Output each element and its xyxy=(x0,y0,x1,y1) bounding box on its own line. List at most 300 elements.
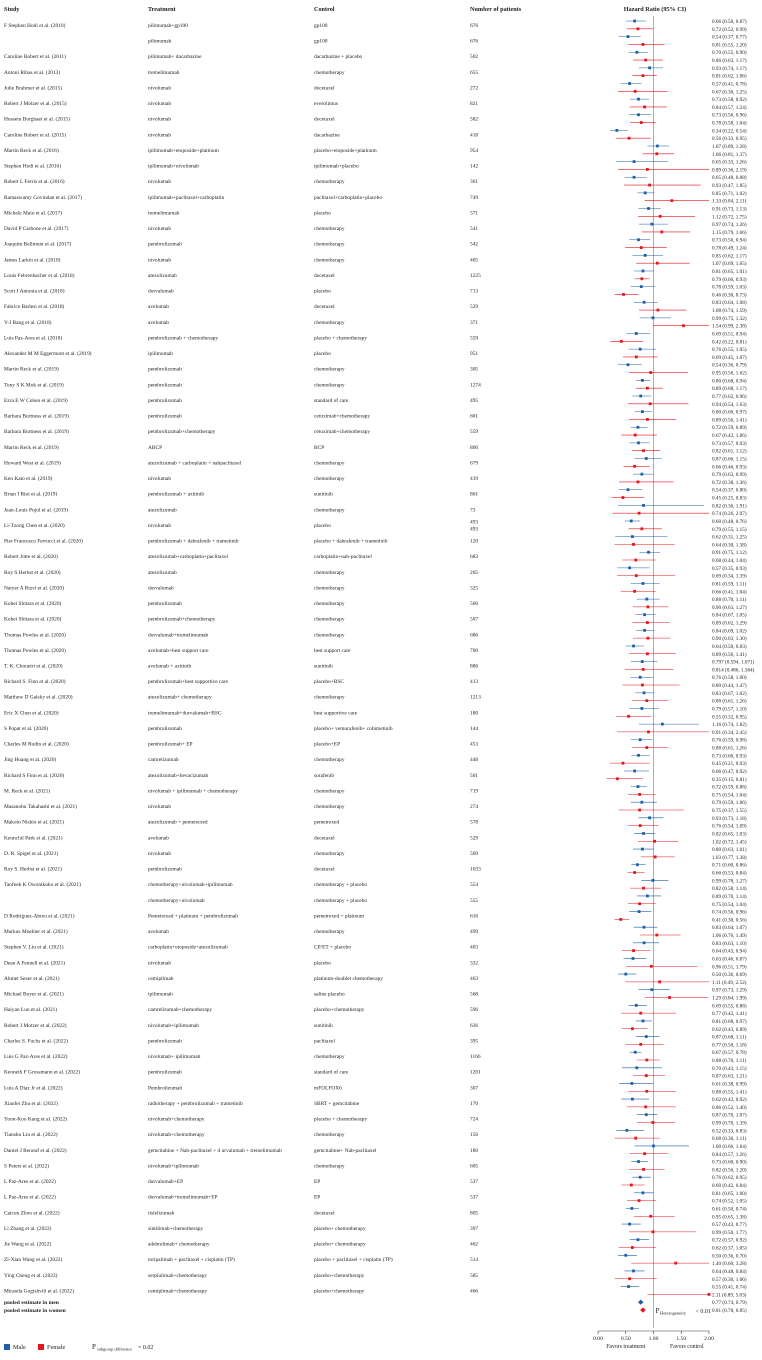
x-tick-label: 1.50 xyxy=(676,1336,687,1342)
control-label: placebo+chemotherapy xyxy=(314,1007,365,1014)
estimate-marker xyxy=(642,43,645,46)
treatment-label: nivolumab+ipilimumab xyxy=(148,1163,199,1170)
patients-label: 1033 xyxy=(470,866,481,873)
control-label: chemotherapy xyxy=(314,507,345,514)
patients-label: 272 xyxy=(470,85,479,92)
estimate-marker xyxy=(647,606,650,609)
study-label: Jing Huang et al. (2020) xyxy=(4,757,57,764)
study-label: Tianshu Liu et al. (2022) xyxy=(4,1132,58,1139)
estimate-marker xyxy=(638,793,641,796)
control-label: placebo xyxy=(314,288,331,295)
treatment-label: nivolumab+ ipilimumab xyxy=(148,1054,201,1061)
estimate-marker xyxy=(633,160,636,163)
x-tick-label: 1.00 xyxy=(648,1336,659,1342)
study-label: Xiaofei Zhu et al. (2022) xyxy=(4,1100,58,1107)
estimate-marker xyxy=(639,1012,642,1015)
hr-value: 0.79 (0.55, 1.15) xyxy=(712,526,747,533)
hr-value: 0.95 (0.65, 1.38) xyxy=(712,1214,747,1221)
treatment-label: atezolizumab+bevacizumab xyxy=(148,772,209,779)
patients-label: 305 xyxy=(470,366,479,373)
control-label: placebo + dabrafenib + trametinib xyxy=(314,538,388,545)
estimate-marker xyxy=(634,1051,637,1054)
estimate-marker xyxy=(643,1152,646,1155)
hr-value: 0.87 (0.70, 1.07) xyxy=(712,1112,747,1119)
treatment-label: Pemetrexed + platinum + pembrolizumab xyxy=(148,913,238,920)
estimate-marker xyxy=(646,418,649,421)
estimate-marker xyxy=(637,481,640,484)
study-label: Ken Kato et al. (2019) xyxy=(4,476,53,483)
patients-label: 719 xyxy=(470,788,479,795)
hr-value: 0.73 (0.56, 0.96) xyxy=(712,112,747,119)
estimate-marker xyxy=(649,402,652,405)
patients-label: 453 xyxy=(470,741,479,748)
header-hazard-ratio: Hazard Ratio (95% CI) xyxy=(623,6,687,13)
patients-label: 951 xyxy=(470,351,479,358)
treatment-label: atezolizumab xyxy=(148,272,177,279)
patients-label: 800 xyxy=(470,444,479,451)
treatment-label: ipilimumab+paclitaxel+carboplatin xyxy=(148,194,225,201)
hr-value: 0.62 (0.42, 0.92) xyxy=(712,1097,747,1104)
estimate-marker xyxy=(639,395,642,398)
hr-value: 0.79 (0.59, 1.06) xyxy=(712,800,747,807)
study-label: Charles M Rudin et al. (2020) xyxy=(4,741,69,748)
study-label: Robert J Motzer et al. (2022) xyxy=(4,1022,67,1029)
estimate-marker xyxy=(620,340,623,343)
estimate-marker xyxy=(635,332,638,335)
study-label: M. Reck et al. (2021) xyxy=(4,788,51,795)
estimate-marker xyxy=(646,168,649,171)
control-label: chemotherapy xyxy=(314,366,345,373)
patients-label: 886 xyxy=(470,663,479,670)
patients-label: 180 xyxy=(470,710,479,717)
hr-value: 0.57 (0.35, 0.93) xyxy=(712,565,747,572)
estimate-marker xyxy=(632,543,635,546)
study-label: S Popat et al. (2020) xyxy=(4,725,49,732)
pooled-label: pooled estimate in men xyxy=(4,1300,59,1307)
hr-value: 0.63 (0.46, 0.87) xyxy=(712,956,747,963)
estimate-marker xyxy=(630,1184,633,1187)
treatment-label: nivolumab xyxy=(148,85,172,92)
estimate-marker xyxy=(652,1230,655,1233)
treatment-label: nivolumab + ipilimumab + chemotherapy xyxy=(148,788,238,795)
estimate-marker xyxy=(628,82,631,85)
patients-label: 542 xyxy=(470,241,479,248)
patients-label: 466 xyxy=(470,1288,479,1295)
treatment-label: cemiplimab+chemotherapy xyxy=(148,1288,208,1295)
treatment-label: pembrolizumab xyxy=(148,1038,182,1045)
treatment-label: gemcitabine + Nab-paclitaxel + d urvalumab + tremelimumab xyxy=(148,1147,282,1154)
patients-label: 686 xyxy=(470,632,479,639)
estimate-marker xyxy=(655,934,658,937)
estimate-marker xyxy=(645,1113,648,1116)
hr-value: 0.66 (0.53, 0.84) xyxy=(712,870,747,877)
study-label: Kohei Shitara et al. (2020) xyxy=(4,616,62,623)
header-treatment: Treatment xyxy=(148,6,176,13)
hr-value: 0.67 (0.36, 1.25) xyxy=(712,89,747,96)
patients-label: 403 xyxy=(470,944,479,951)
estimate-marker xyxy=(642,270,645,273)
treatment-label: pembrolizumab xyxy=(148,241,182,248)
estimate-marker xyxy=(640,473,643,476)
treatment-label: nivolumab xyxy=(148,804,172,811)
hr-value: 0.80 (0.44, 1.47) xyxy=(712,683,747,690)
estimate-marker xyxy=(645,1059,648,1062)
study-label: Luis G Paz-Ares et al. (2022) xyxy=(4,1054,68,1061)
hr-value: 0.77 (0.62, 0.96) xyxy=(712,393,747,400)
hr-value: 0.91 (0.75, 1.12) xyxy=(712,550,747,557)
hr-value: 0.797 (0.594, 1.071) xyxy=(712,659,755,666)
study-label: Haiyan Luo et al. (2021) xyxy=(4,1007,58,1014)
hr-value: 0.82 (0.36, 1.91) xyxy=(712,503,747,510)
estimate-marker xyxy=(656,262,659,265)
estimate-marker xyxy=(652,879,655,882)
treatment-label: toripalimab + paclitaxel + cisplatin (TP) xyxy=(148,1257,235,1264)
treatment-label: pembrolizumab xyxy=(148,1069,182,1076)
estimate-marker xyxy=(658,980,661,983)
study-label: Richard S. Finn et al. (2020) xyxy=(4,679,66,686)
estimate-marker xyxy=(628,137,631,140)
treatment-label: atezolizumab+carboplatin+paclitaxel xyxy=(148,554,229,561)
estimate-marker xyxy=(630,1082,633,1085)
treatment-label: camrelizumab+chemotherapy xyxy=(148,1007,213,1014)
patients-label: 636 xyxy=(470,1022,479,1029)
estimate-marker xyxy=(642,887,645,890)
hr-value: 0.50 (0.36, 0.70) xyxy=(712,1253,747,1260)
treatment-label: adebrelimab+ chemotherapy xyxy=(148,1241,210,1248)
estimate-marker xyxy=(641,410,644,413)
patients-label: 596 xyxy=(470,1007,479,1014)
estimate-marker xyxy=(645,1090,648,1093)
estimate-marker xyxy=(634,559,637,562)
estimate-marker xyxy=(637,441,640,444)
treatment-label: pembrolizumab xyxy=(148,601,182,608)
control-label: docetaxel xyxy=(314,272,335,279)
hr-value: 0.57 (0.43, 0.77) xyxy=(712,1222,747,1229)
estimate-marker xyxy=(654,855,657,858)
estimate-marker xyxy=(633,770,636,773)
patients-label: 514 xyxy=(470,1257,479,1264)
control-label: chemotherapy xyxy=(314,632,345,639)
hr-value: 1.02 (0.72, 1.45) xyxy=(712,839,747,846)
hr-value: 0.72 (0.59, 0.88) xyxy=(712,784,747,791)
hr-value: 1.06 (0.81, 1.37) xyxy=(712,151,747,158)
control-label: pemetrexed + platinum xyxy=(314,913,365,920)
study-label: Kenneth F Grossmann et al. (2022) xyxy=(4,1069,81,1076)
treatment-label: pembrolizumab xyxy=(148,397,182,404)
study-label: Miranda Gogishvili et al. (2022) xyxy=(4,1288,74,1295)
study-label: Luis A Diaz Jr et al. (2022) xyxy=(4,1085,63,1092)
study-label: Julie Brahmer et al. (2015) xyxy=(4,85,62,92)
control-label: docetaxel xyxy=(314,1210,335,1217)
patients-label: 142 xyxy=(470,163,479,170)
patients-label: 582 xyxy=(470,116,479,123)
pooled-diamond xyxy=(640,1307,646,1312)
hr-value: 0.82 (0.65, 1.03) xyxy=(712,831,747,838)
control-label: everolimus xyxy=(314,101,338,108)
hr-value: 0.89 (0.56, 1.41) xyxy=(712,651,747,658)
control-label: standard of care xyxy=(314,1069,349,1076)
study-label: Louis Fehrenbacher et al. (2018) xyxy=(4,272,75,279)
estimate-marker xyxy=(634,434,637,437)
hr-value: 0.72 (0.38, 1.36) xyxy=(712,479,747,486)
patients-label: 462 xyxy=(470,1241,479,1248)
estimate-marker xyxy=(640,801,643,804)
control-label: placebo+ vemurafenib+ cobimetinib xyxy=(314,725,393,732)
hr-value: 0.77 (0.50, 1.18) xyxy=(712,1042,747,1049)
hr-value: 0.91 (0.73, 1.13) xyxy=(712,206,747,213)
x-tick-label: 0.50 xyxy=(620,1336,631,1342)
treatment-label: pembrolizumab+best supportive care xyxy=(148,679,228,686)
hr-value: 0.81 (0.78, 0.85) xyxy=(712,1308,747,1314)
hr-value: 0.68 (0.30, 1.11) xyxy=(712,1136,747,1143)
control-label: chemotherapy xyxy=(314,569,345,576)
estimate-marker xyxy=(674,1262,677,1265)
estimate-marker xyxy=(641,848,644,851)
control-label: chemotherapy xyxy=(314,476,345,483)
hr-value: 0.46 (0.30, 0.73) xyxy=(712,292,747,299)
control-label: paclitaxel+carboplatin+placebo xyxy=(314,194,383,201)
estimate-marker xyxy=(638,902,641,905)
estimate-marker xyxy=(637,426,640,429)
estimate-marker xyxy=(645,746,648,749)
estimate-marker xyxy=(641,660,644,663)
study-label: Eric X Chen et al. (2020) xyxy=(4,710,59,717)
patients-label: 655 xyxy=(470,69,479,76)
patients-label: 502 xyxy=(470,54,479,61)
hr-value: 0.62 (0.31, 1.25) xyxy=(712,534,747,541)
study-label: Caroline Robert et al. (2011) xyxy=(4,54,66,61)
control-label: chemotherapy xyxy=(314,460,345,467)
study-label: Barbara Burtness et al. (2019) xyxy=(4,413,69,420)
hr-value: 1.29 (0.84, 1.99) xyxy=(712,995,747,1002)
patients-label: 307 xyxy=(470,1085,479,1092)
hr-value: 0.62 (0.43, 0.89) xyxy=(712,1026,747,1033)
study-label: Li-Tzong Chen et al. (2020) xyxy=(4,522,65,529)
hr-value: 0.75 (0.54, 1.04) xyxy=(712,792,747,799)
estimate-marker xyxy=(647,731,650,734)
estimate-marker xyxy=(642,504,645,507)
treatment-label: cemiplimab xyxy=(148,975,174,982)
patients-label: 325 xyxy=(470,585,479,592)
study-label: Thomas Powles et al. (2020) xyxy=(4,632,66,639)
study-label: Dean A Fennell et al. (2021) xyxy=(4,960,66,967)
estimate-marker xyxy=(659,215,662,218)
estimate-marker xyxy=(624,1254,627,1257)
control-label: placebo+EP xyxy=(314,741,341,748)
estimate-marker xyxy=(637,785,640,788)
estimate-marker xyxy=(637,27,640,30)
control-label: chemotherapy xyxy=(314,694,345,701)
hr-value: 0.66 (0.46, 0.93) xyxy=(712,464,747,471)
estimate-marker xyxy=(708,1293,711,1296)
estimate-marker xyxy=(645,1074,648,1077)
hr-value: 0.80 (0.66, 0.97) xyxy=(712,409,747,416)
estimate-marker xyxy=(635,1066,638,1069)
estimate-marker xyxy=(633,20,636,23)
estimate-marker xyxy=(660,231,663,234)
patients-label: 501 xyxy=(470,772,479,779)
patients-label: 332 xyxy=(470,960,479,967)
estimate-marker xyxy=(643,106,646,109)
study-label: Caicun Zhou et al. (2022) xyxy=(4,1210,60,1217)
study-label: Yoon-Koo Kang et al. (2022) xyxy=(4,1116,68,1123)
patients-label: 274 xyxy=(470,804,479,811)
hr-value: 0.65 (0.48, 0.88) xyxy=(712,175,747,182)
estimate-marker xyxy=(642,449,645,452)
control-label: placebo+ chemotherapy xyxy=(314,1241,366,1248)
estimate-marker xyxy=(640,121,643,124)
patients-label: 371 xyxy=(470,319,479,326)
hr-value: 0.99 (0.75, 1.32) xyxy=(712,315,747,322)
hr-value: 0.81 (0.68, 0.97) xyxy=(712,1018,747,1025)
estimate-marker xyxy=(635,574,638,577)
study-label: D Rodriguez-Abreu et al. (2021) xyxy=(4,913,75,920)
study-label: Martin Reck et al. (2016) xyxy=(4,147,59,154)
hr-value: 0.45 (0.25, 0.83) xyxy=(712,495,747,502)
estimate-marker xyxy=(643,926,646,929)
hr-value: 0.76 (0.54, 1.09) xyxy=(712,823,747,830)
estimate-marker xyxy=(639,676,642,679)
hr-value: 0.87 (0.63, 1.21) xyxy=(712,1073,747,1080)
study-label: L Paz-Ares et al. (2022) xyxy=(4,1179,56,1186)
hr-value: 0.64 (0.50, 0.83) xyxy=(712,643,747,650)
treatment-label: pembrolizumab+chemotherapy xyxy=(148,429,216,436)
estimate-marker xyxy=(661,723,664,726)
treatment-label: nivolumab xyxy=(148,132,172,139)
treatment-label: radiotherapy + pembrolizumab + trametinib xyxy=(148,1100,243,1107)
hr-value: 0.88 (0.70, 1.11) xyxy=(712,597,747,604)
treatment-label: pembrolizumab+chemotherapy xyxy=(148,616,216,623)
hr-value: 0.79 (0.57, 1.10) xyxy=(712,706,747,713)
treatment-label: atezolizumab + pemetrexed xyxy=(148,819,208,826)
pooled-label: pooled estimate in women xyxy=(4,1308,66,1314)
estimate-marker xyxy=(627,1285,630,1288)
patients-label: 601 xyxy=(470,413,479,420)
treatment-label: ABCP xyxy=(148,444,163,451)
treatment-label: ipilimumab xyxy=(148,351,173,358)
hr-value: 0.79 (0.66, 0.93) xyxy=(712,276,747,283)
control-label: BCP xyxy=(314,444,325,451)
study-label: Luis Paz-Ares et al. (2018) xyxy=(4,335,63,342)
control-label: chemotherapy xyxy=(314,757,345,764)
treatment-label: Pembrolizumab xyxy=(148,1085,183,1092)
patients-label: 676 xyxy=(470,38,479,45)
study-label: Makoto Nishio et al. (2021) xyxy=(4,819,65,826)
hr-value: 0.35 (0.15, 0.81) xyxy=(712,776,747,783)
control-label: chemotherapy xyxy=(314,1163,345,1170)
patients-label: 448 xyxy=(470,757,479,764)
patients-label: 537 xyxy=(470,1179,479,1186)
hr-value: 0.84 (0.69, 1.02) xyxy=(712,628,747,635)
patients-label: 559 xyxy=(470,429,479,436)
hr-value: 0.83 (0.63, 1.10) xyxy=(712,940,747,947)
estimate-marker xyxy=(627,488,630,491)
control-label: carboplatin+nab-paclitaxel xyxy=(314,554,372,561)
hr-value: 0.73 (0.57, 0.93) xyxy=(712,440,747,447)
control-label: chemotherapy xyxy=(314,1132,345,1139)
estimate-marker xyxy=(622,496,625,499)
treatment-label: tremelimumab+durvalumab+BSC xyxy=(148,710,222,717)
estimate-marker xyxy=(634,1137,637,1140)
patients-label: 1213 xyxy=(470,694,481,701)
hr-value: 0.85 (0.62, 1.17) xyxy=(712,253,747,260)
hr-value: 0.81 (0.65, 1.00) xyxy=(712,1190,747,1197)
study-label: Michael Boyer et al. (2021) xyxy=(4,991,64,998)
patients-label: 507 xyxy=(470,616,479,623)
hr-value: 0.88 (0.61, 1.26) xyxy=(712,698,747,705)
patients-label: 529 xyxy=(470,835,479,842)
control-label: chemotherapy xyxy=(314,616,345,623)
study-label: Masanobu Takahashi et al. (2021) xyxy=(4,804,78,811)
estimate-marker xyxy=(652,1121,655,1124)
treatment-label: nivolumab xyxy=(148,522,172,529)
treatment-label: durvalumab+tremelimumab+EP xyxy=(148,1194,218,1201)
treatment-label: nivolumab xyxy=(148,476,172,483)
estimate-marker xyxy=(640,707,643,710)
estimate-marker xyxy=(639,348,642,351)
treatment-label: serplulimab+chemotherapy xyxy=(148,1272,208,1279)
study-label: Keunchil Park et al. (2021) xyxy=(4,835,63,842)
control-label: cetuximab+chemotherapy xyxy=(314,413,371,420)
estimate-marker xyxy=(643,301,646,304)
treatment-label: pembrolizumab + chemotherapy xyxy=(148,335,219,342)
control-label: placebo xyxy=(314,210,331,217)
estimate-marker xyxy=(650,988,653,991)
estimate-marker xyxy=(646,621,649,624)
hr-value: 1.54 (0.99, 2.38) xyxy=(712,323,747,330)
hr-value: 0.73 (0.60, 0.93) xyxy=(712,753,747,760)
hr-value: 0.84 (0.67, 1.05) xyxy=(712,612,747,619)
treatment-label: nivolumab xyxy=(148,101,172,108)
estimate-marker xyxy=(639,1176,642,1179)
estimate-marker xyxy=(641,379,644,382)
hr-value: 1.07 (0.89, 1.28) xyxy=(712,143,747,150)
control-label: platinum-doublet chemotherapy xyxy=(314,975,384,982)
hr-value: 0.73 (0.58, 0.92) xyxy=(712,97,747,104)
hr-value: 0.68 (0.44, 1.04) xyxy=(712,558,747,565)
estimate-marker xyxy=(632,957,635,960)
study-label: Fabrice Barlesi et al. (2018) xyxy=(4,304,65,311)
treatment-label: nivolumab+chemotherapy xyxy=(148,1116,205,1123)
treatment-label: avelumab xyxy=(148,929,169,936)
hr-value: 0.77 (0.74, 0.79) xyxy=(712,1300,747,1307)
hr-value: 0.99 (0.70, 1.39) xyxy=(712,1120,747,1127)
hr-value: 0.73 (0.56, 0.94) xyxy=(712,237,747,244)
hr-value: 0.72 (0.59, 0.89) xyxy=(712,425,747,432)
control-label: paclitaxel xyxy=(314,1038,335,1045)
hr-value: 1.03 (0.77, 1.38) xyxy=(712,854,747,861)
control-label: chemotherapy xyxy=(314,241,345,248)
hr-value: 1.40 (0.60, 3.28) xyxy=(712,1261,747,1268)
control-label: placebo+etoposide+platinum xyxy=(314,147,377,154)
estimate-marker xyxy=(657,309,660,312)
estimate-marker xyxy=(627,363,630,366)
control-label: sorafenib xyxy=(314,772,335,779)
hr-value: 0.84 (0.57, 1.26) xyxy=(712,1151,747,1158)
hr-value: 0.60 (0.48, 0.76) xyxy=(712,518,747,525)
study-label: Scott J Antonia et al. (2018) xyxy=(4,288,65,295)
hr-value: 0.61 (0.38, 0.99) xyxy=(712,1081,747,1088)
patients-label: 1201 xyxy=(470,1069,481,1076)
estimate-marker xyxy=(650,223,653,226)
control-label: standard of care xyxy=(314,397,349,404)
hr-value: 0.64 (0.30, 1.38) xyxy=(712,542,747,549)
study-label: Matthew D Galsky et al. (2020) xyxy=(4,694,73,701)
control-label: gp100 xyxy=(314,38,328,45)
patients-label: 541 xyxy=(470,226,479,233)
study-label: Robert L Ferris et al. (2016) xyxy=(4,179,65,186)
control-label: placebo xyxy=(314,351,331,358)
